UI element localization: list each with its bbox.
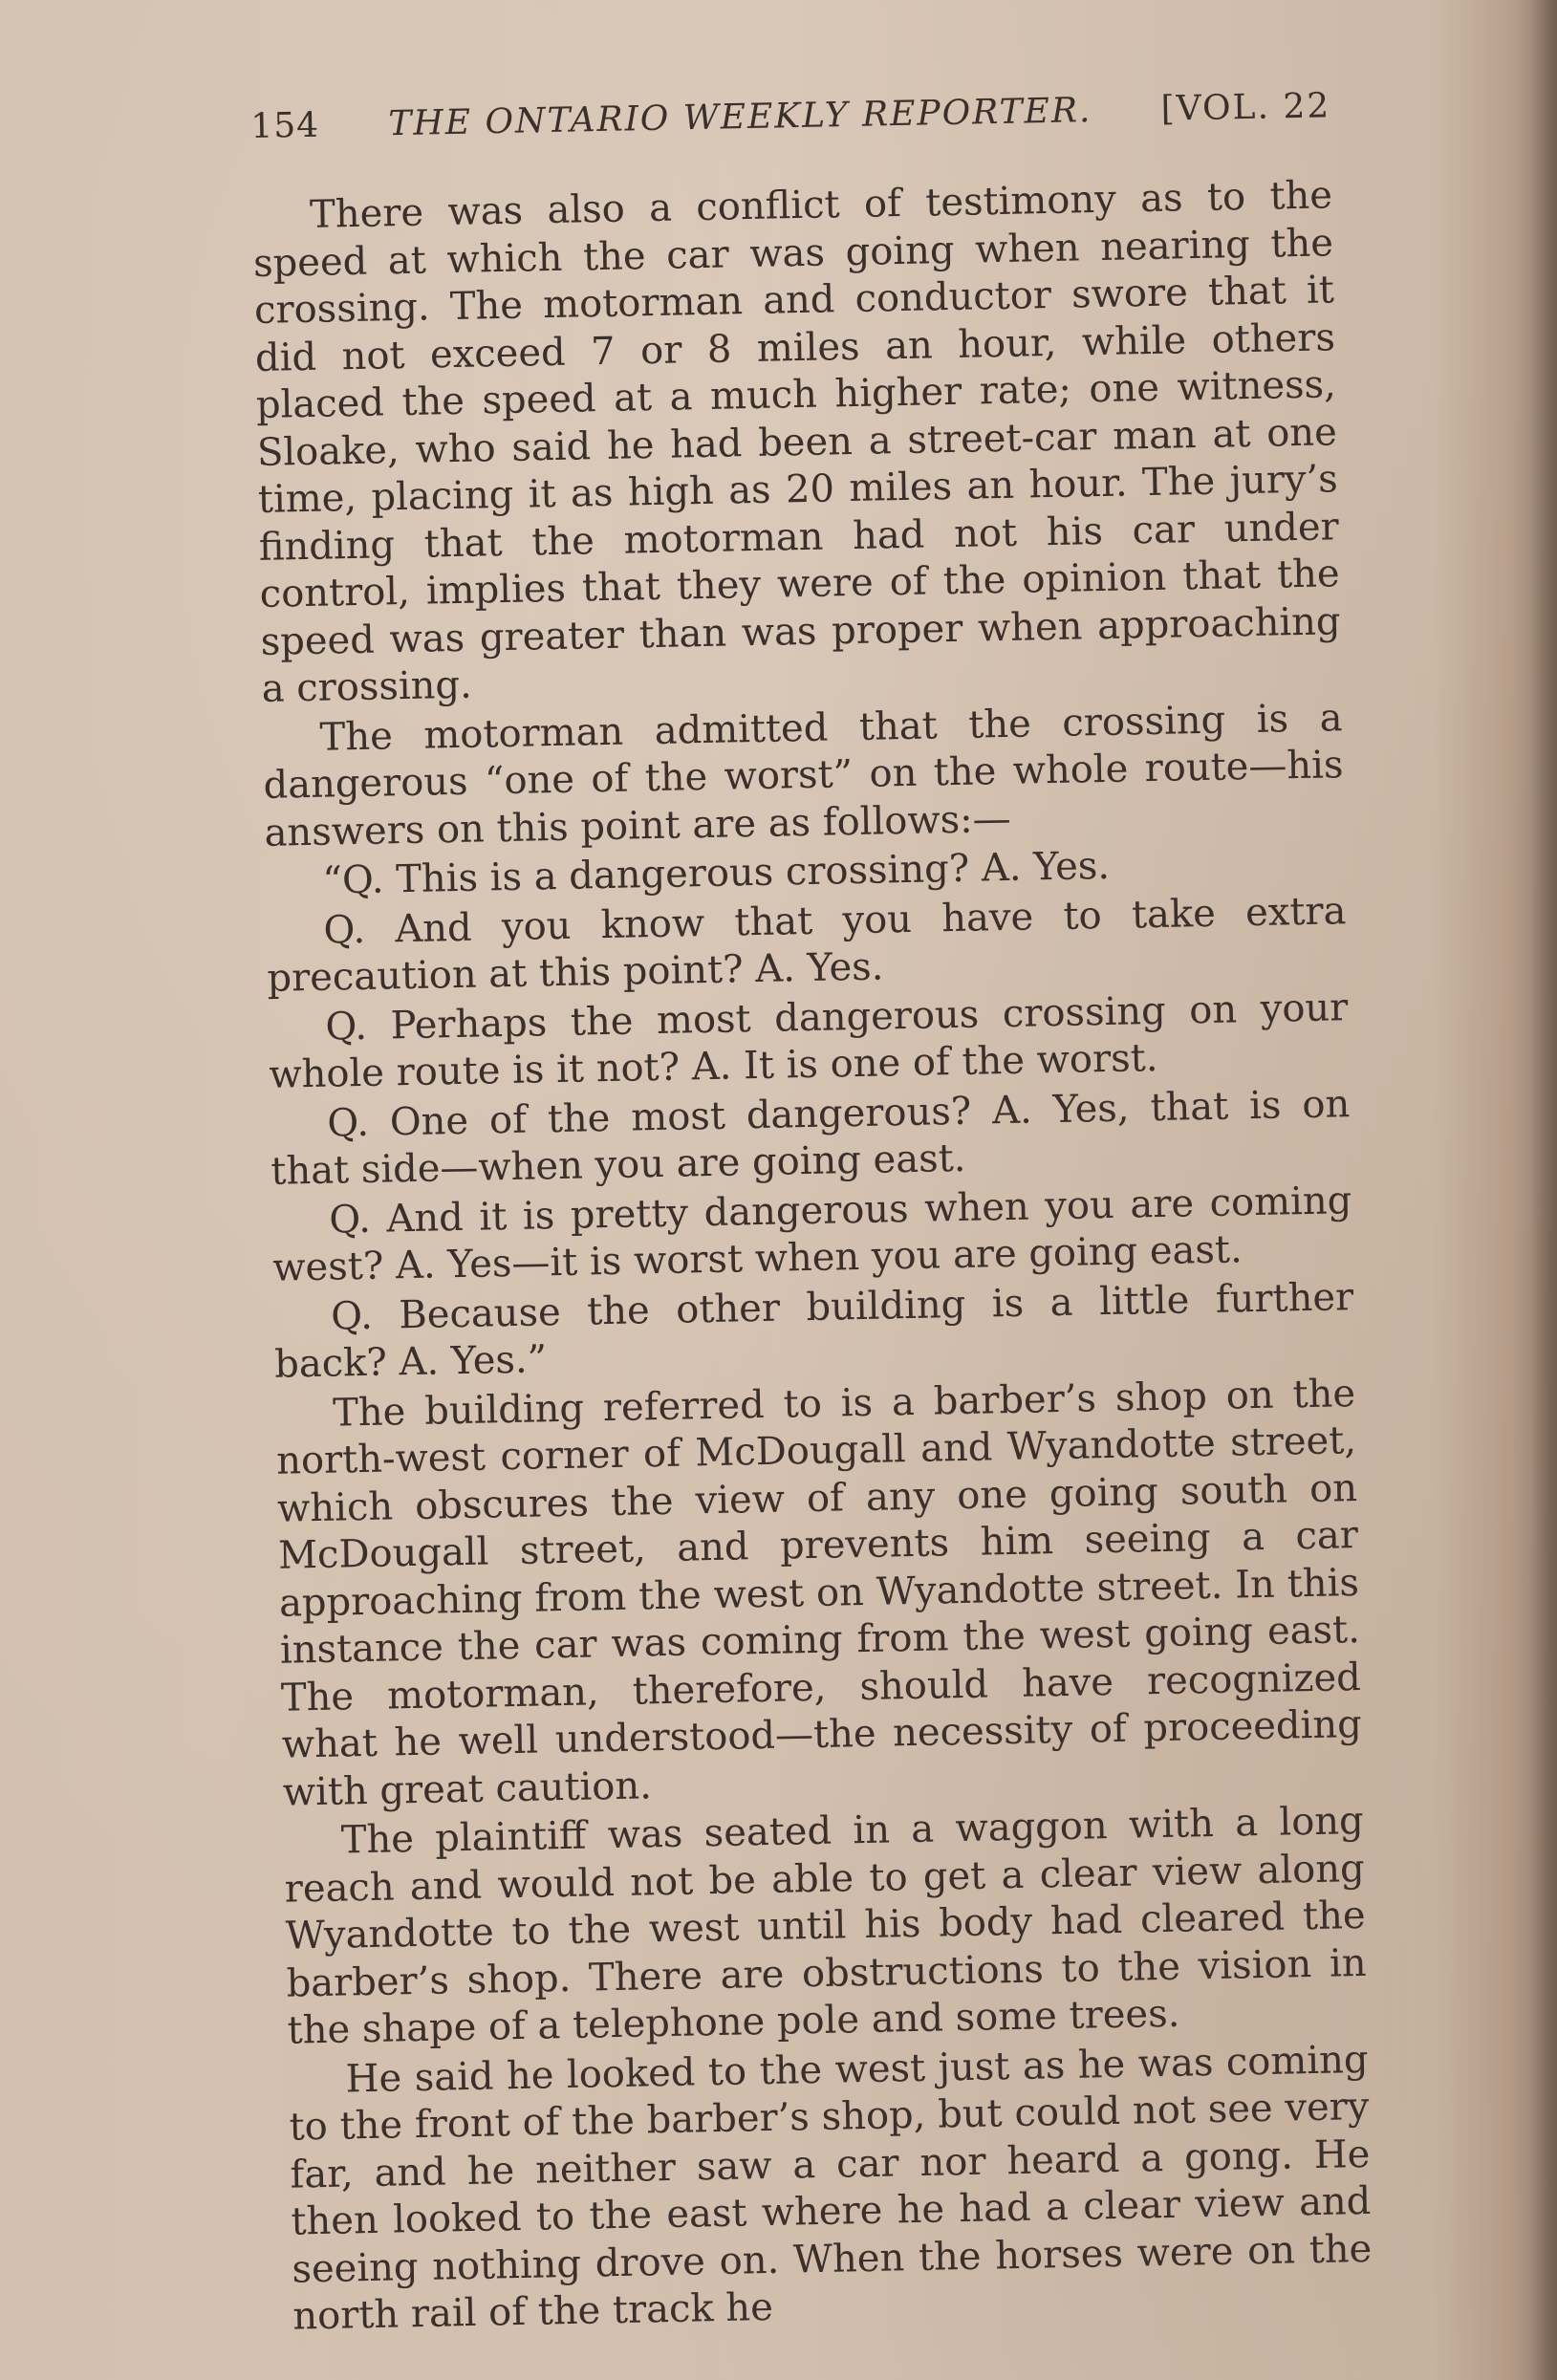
testimony-line-4: Q. One of the most dangerous? A. Yes, that is on that side—when you are going east. <box>270 1081 1351 1194</box>
page-number: 154 <box>250 105 320 146</box>
volume-label: [VOL. 22 <box>1160 86 1331 129</box>
paragraph-plaintiff-waggon: The plaintiff was seated in a waggon with a long reach and would not be able to get a clear view along Wyandotte to the west until his body had cleared the barber’s shop. There are obstructions to the vision in the shape of a telephone pole and some trees. <box>284 1798 1367 2053</box>
running-title: THE ONTARIO WEEKLY REPORTER. <box>387 91 1092 144</box>
testimony-line-1: “Q. This is a dangerous crossing? A. Yes. <box>322 843 1111 903</box>
testimony-line-6: Q. Because the other building is a little further back? A. Yes.” <box>273 1274 1354 1387</box>
paragraph-plaintiff-looked: He said he looked to the west just as he was coming to the front of the barber’s shop, but could not see very far, and he neither saw a car nor heard a gong. He then looked to the east where he had a clear view and seeing nothing drove on. When the horses were on the north rail of the track he <box>289 2037 1373 2339</box>
testimony-line-2: Q. And you know that you have to take extra precaution at this point? A. Yes. <box>267 888 1347 1001</box>
paragraph-speed-testimony: There was also a conflict of testimony as to the speed at which the car was going when nearing the crossing. The motorman and conductor swore that it did not exceed 7 or 8 miles an hour, while others placed the speed at a much higher rate; one witness, Sloake, who said he had been a street-car man at one time, placing it as high as 20 miles an hour. The jury’s finding that the motorman had not his car under control, implies that they were of the opinion that the speed was greater than was proper when approaching a crossing. <box>252 173 1341 711</box>
text-block <box>250 86 1373 2343</box>
paragraph-motorman-admission: The motorman admitted that the crossing is a dangerous “one of the worst” on the whole route—his answers on this point are as follows:— <box>263 695 1344 855</box>
paragraph-barber-shop: The building referred to is a barber’s shop on the north-west corner of McDougall and Wyandotte street, which obscures the view of any one going south on McDougall street, and prevents him seeing a car approaching from the west on Wyandotte street. In this instance the car was coming from the west going east. The motorman, therefore, should have recognized what he well understood—the necessity of proceeding with great caution. <box>275 1371 1363 1815</box>
testimony-line-3: Q. Perhaps the most dangerous crossing on your whole route is it not? A. It is one of the worst. <box>269 984 1349 1097</box>
page-edge-shadow <box>1530 0 1557 2380</box>
testimony-line-5: Q. And it is pretty dangerous when you are coming west? A. Yes—it is worst when you are going east. <box>271 1178 1352 1290</box>
